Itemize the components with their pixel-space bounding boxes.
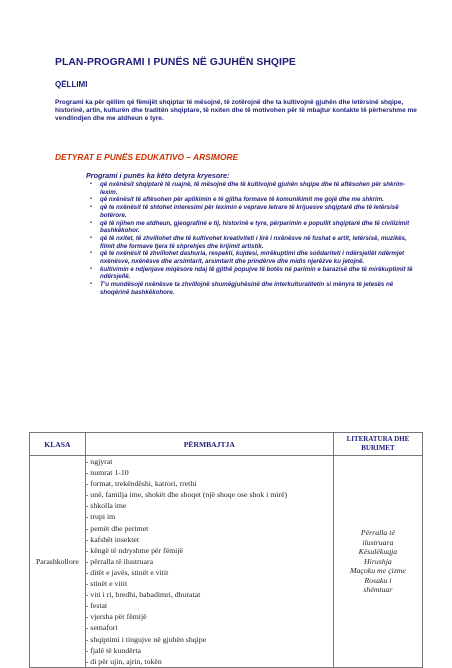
- content-item: - përralla të ilustruara: [85, 556, 154, 566]
- bullet-icon: •: [90, 219, 92, 226]
- list-item: [90, 235, 420, 250]
- list-item-text: kultivimin e ndjenjave miqësore ndaj të gjithë popujve të botës në parimin e barazisë dhe të mirëkuptimit të ndërsjellë.: [100, 265, 413, 281]
- content-item: - format, trekëndëshi, katrori, rrethi: [85, 479, 197, 489]
- literature-line: ilustruara: [362, 537, 394, 547]
- content-item: - ngjyrat: [85, 457, 113, 466]
- tasks-intro: Programi i punës ka këto detyra kryesore:: [86, 171, 230, 180]
- literature-line: Kësulëkuqja: [358, 547, 398, 557]
- section-heading-qellimi: QËLLIMI: [55, 80, 88, 89]
- content-item: - kafshët insektet: [85, 534, 140, 544]
- bullet-icon: •: [90, 196, 92, 203]
- content-item: - pemët dhe perimet: [85, 523, 149, 533]
- bullet-icon: •: [90, 265, 92, 272]
- list-item-text: që të nxitet, të zhvillohet dhe të kultivohet kreativiteti i lirë i nxënësve në fushat e artit, letërsisë, muzikës, filmit dhe formave tjera të shprehjes dhe krijimit artistik.: [100, 234, 407, 250]
- cell-literatura: [333, 456, 422, 668]
- list-item-text: që te nxënësit të shtohet interesimi për leximin e veprave letrare të krijuesve shqiptarë dhe të letërsisë botërore.: [100, 204, 399, 219]
- content-item: - shqiptimi i tingujve në gjuhën shqipe: [85, 634, 207, 644]
- bullet-icon: •: [90, 181, 92, 187]
- content-item: - festat: [85, 601, 108, 611]
- list-item: [90, 220, 420, 235]
- list-item-text: që nxënësit shqiptarë të ruajnë, të mësojnë dhe të kultivojnë gjuhën shqipe dhe të aftësohen për shkrim-lexim.: [100, 181, 406, 196]
- list-item: [90, 266, 420, 281]
- bullet-icon: •: [90, 250, 92, 257]
- content-item: - ditët e javës, stinët e vitit: [85, 567, 169, 577]
- cell-permbajtja: [85, 456, 333, 668]
- list-item: [90, 196, 420, 204]
- section-heading-detyrat: DETYRAT E PUNËS EDUKATIVO – ARSIMORE: [55, 152, 239, 162]
- curriculum-table: [29, 432, 423, 668]
- cell-klasa: Parashkollore: [30, 456, 86, 668]
- list-item: [90, 281, 420, 296]
- list-item-text: që të njihen me atdheun, gjeografinë e tij, historinë e tyre, përparimin e popullit shqiptarë dhe të civilizimit bashkëkohor.: [100, 219, 410, 235]
- list-item: [90, 181, 420, 196]
- document-title: PLAN-PROGRAMI I PUNËS NË GJUHËN SHQIPE: [55, 57, 296, 68]
- literature-line: Maçoku me çizme: [349, 566, 406, 576]
- content-item: - fjalë të kundërta: [85, 645, 141, 655]
- content-item: - shkolla ime: [85, 501, 127, 511]
- tasks-list: [90, 181, 420, 297]
- list-item: [90, 204, 420, 219]
- section-paragraph-qellimi: Programi ka për qëllim që fëmijët shqiptar të mësojnë, të zotërojnë dhe ta kultivojnë gjuhën dhe letërsinë shqipe, historinë, artin, kulturën dhe traditën shqiptare, të nxiten dhe të motivohen për të mbajtur kontakte të përhershme me vendlindjen dhe me atdheun e tyre.: [55, 99, 417, 122]
- content-item: - unë, familja ime, shokët dhe shoqet (një shoqe ose shok i mirë): [85, 490, 288, 500]
- content-item: - stinët e vitit: [85, 579, 128, 589]
- table-header-row: [30, 433, 423, 456]
- literature-line: Rosaku i: [364, 575, 392, 585]
- literature-line: Hirushja: [364, 556, 392, 566]
- list-item-text: që te nxënësit të zhvillohet dashuria, respekti, kujdesi, mirëkuptimi dhe solidariteti i ndërsjellët ndërmjet nxënësve, nxënësve dhe arsimtarit, arsimtarit dhe prindërve dhe midis njerëzve ku jetojnë.: [100, 250, 405, 266]
- content-item: - vjersha për fëmijë: [85, 612, 147, 622]
- content-item: - viti i ri, bredhi, babadimri, dhuratat: [85, 590, 201, 600]
- table-row: [30, 456, 423, 668]
- bullet-icon: •: [90, 204, 92, 211]
- bullet-icon: •: [90, 234, 92, 241]
- list-item-text: T'u mundësojë nxënësve ta zhvillojnë shumëgjuhësinë dhe interkulturalitetin si mënyra të jetesës në shoqërinë bashkëkohore.: [100, 281, 394, 296]
- column-header-permbajtja: PËRMBAJTJA: [85, 433, 333, 456]
- literature-line: shëmtuar: [363, 584, 393, 594]
- content-item: - semafori: [85, 623, 118, 633]
- content-item: - di për ujin, ajrin, tokën: [85, 656, 162, 666]
- column-header-literatura: LITERATURA DHE BURIMET: [333, 433, 422, 456]
- list-item: [90, 250, 420, 265]
- content-item: - numrat 1-10: [85, 468, 129, 478]
- content-item: - trupi im: [85, 512, 116, 522]
- column-header-klasa: KLASA: [30, 433, 86, 456]
- bullet-icon: •: [90, 281, 92, 288]
- list-item-text: që nxënësit të aftësohen për aplikimin e të gjitha formave të komunikimit me gojë dhe me shkrim.: [100, 196, 384, 204]
- literature-line: Përralla të: [360, 528, 395, 538]
- content-item: - këngë të ndryshme për fëmijë: [85, 545, 183, 555]
